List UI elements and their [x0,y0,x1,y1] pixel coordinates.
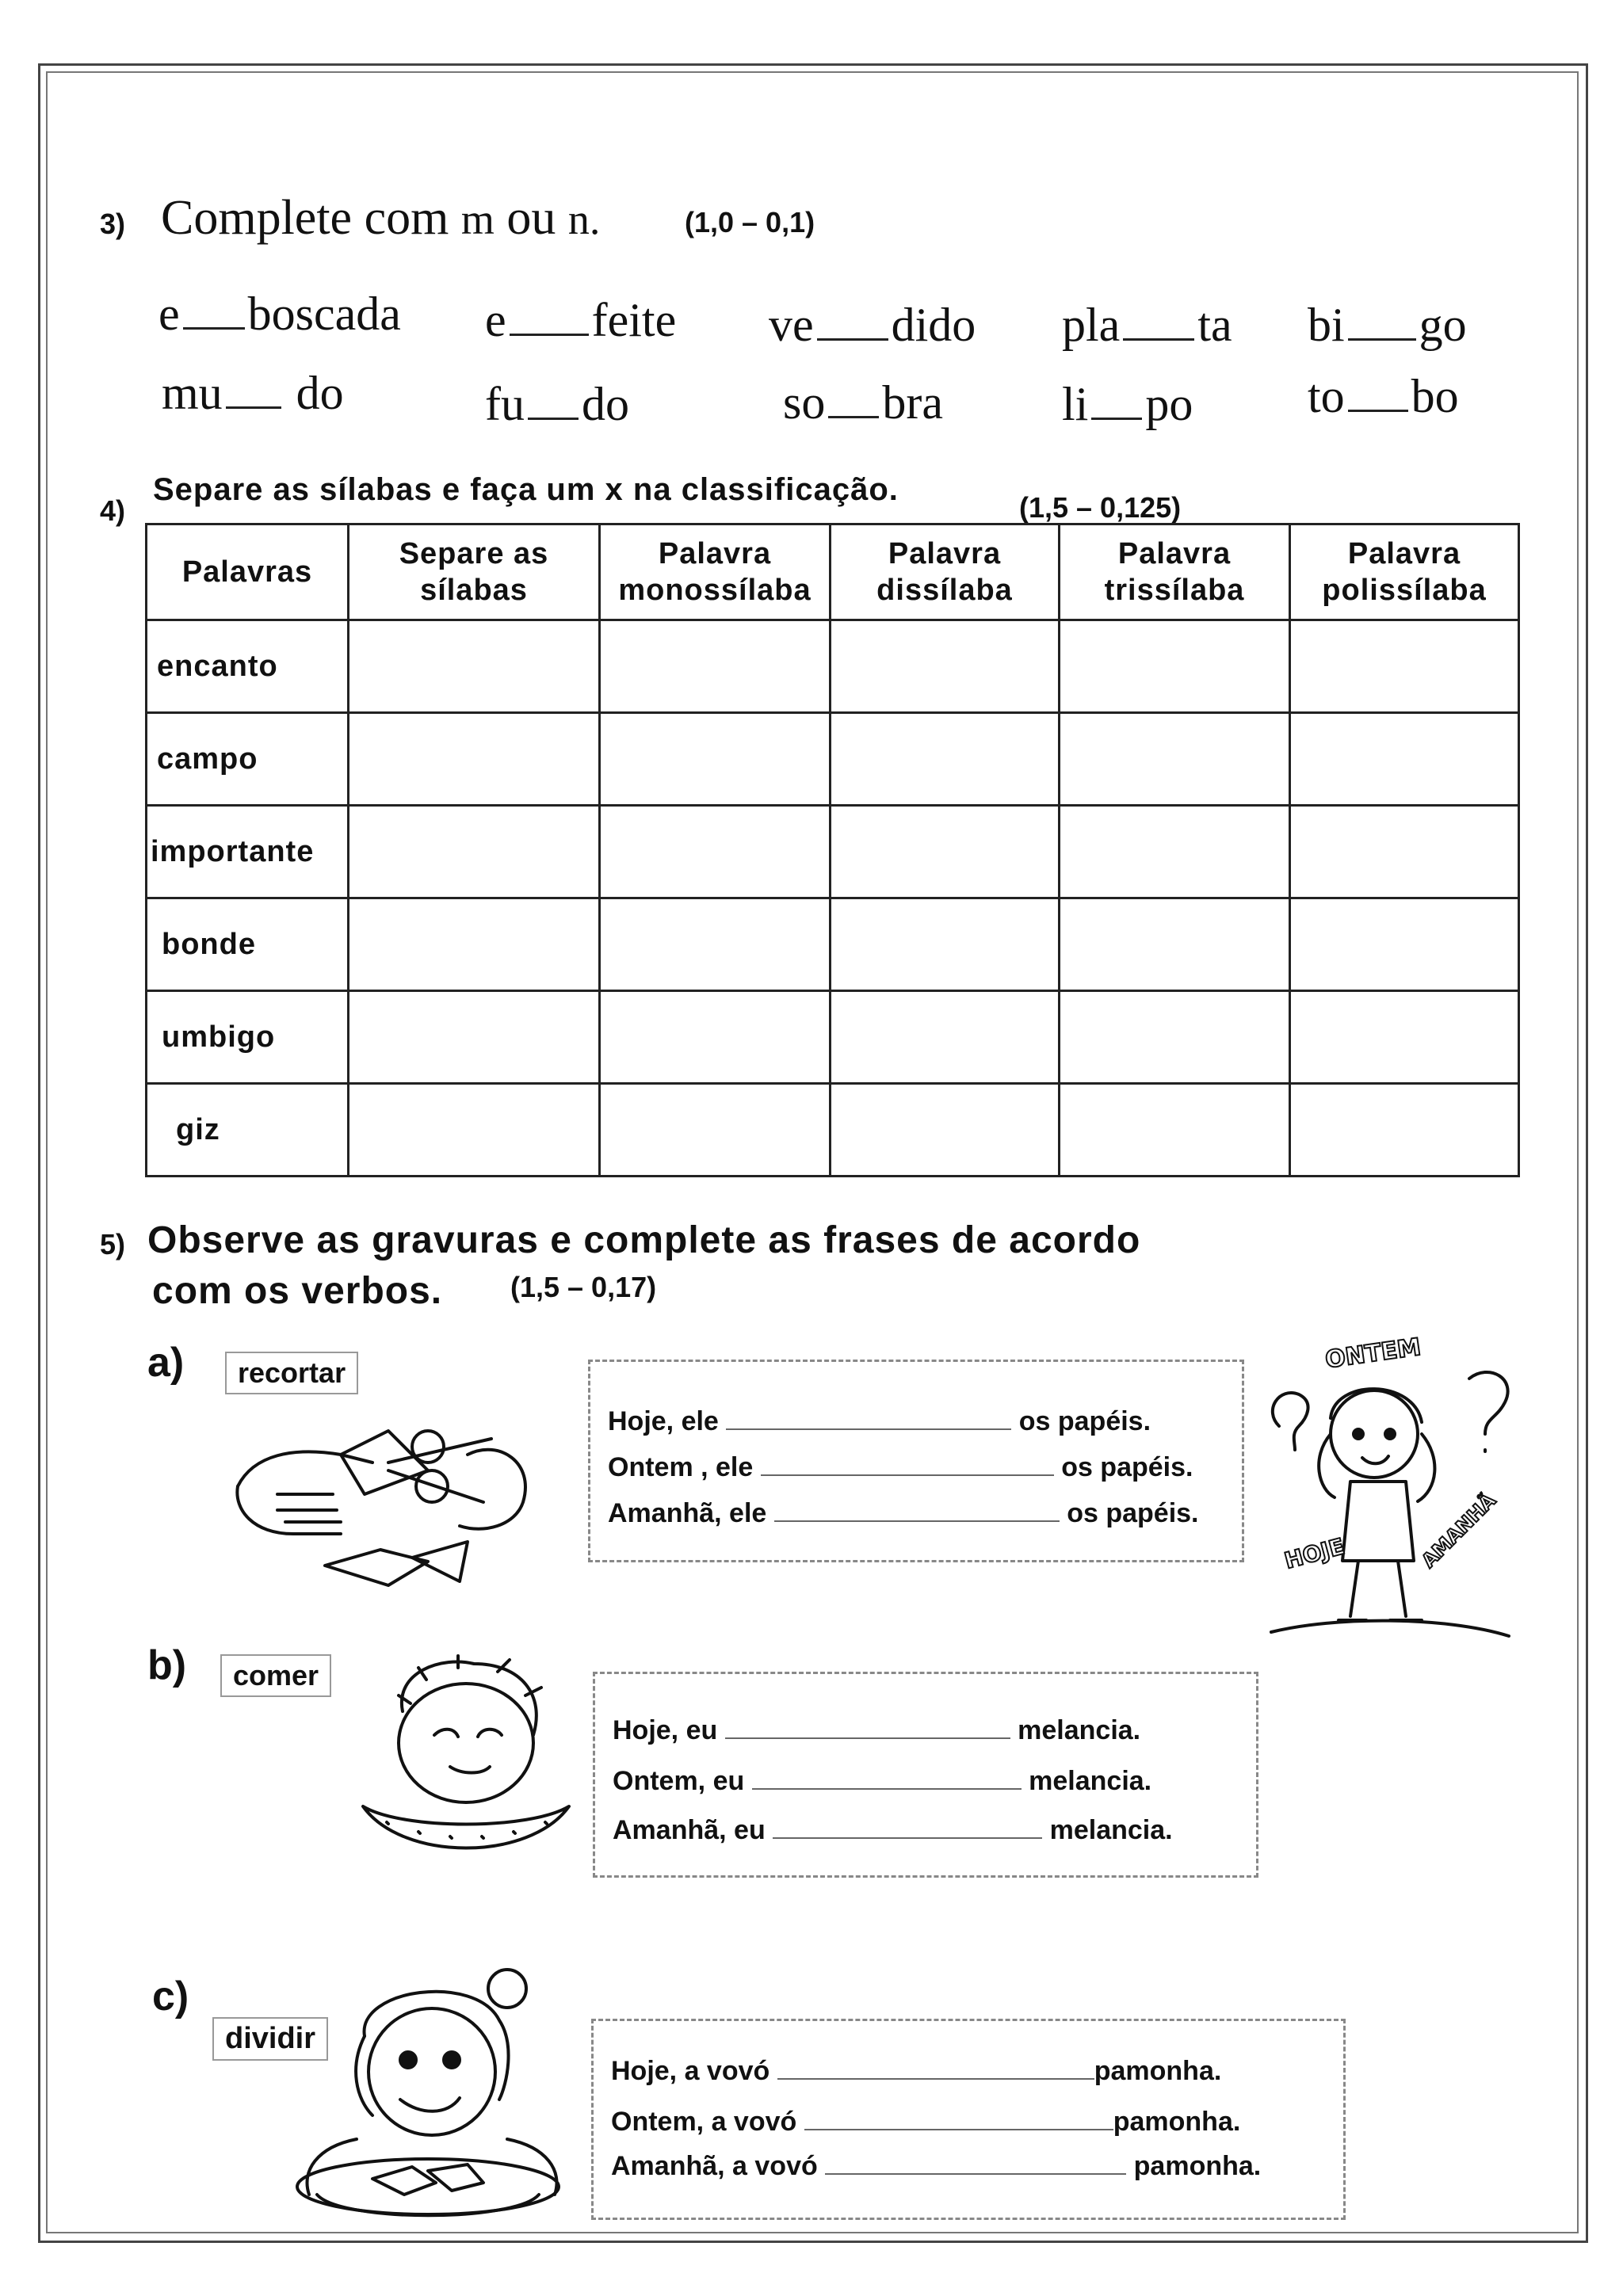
fill-word [1062,298,1232,353]
mono-cell[interactable] [600,620,831,713]
word-suffix: do [296,367,344,419]
sentence-start: Ontem , ele [608,1452,754,1482]
table-row [147,713,1519,806]
q5-number: 5) [100,1228,126,1261]
q5-instruction-line1: Observe as gravuras e complete as frases de acordo [147,1219,1141,1261]
word-prefix: mu [162,367,223,419]
table-row [147,806,1519,898]
table-header-row [147,524,1519,620]
sentence-start: Amanhã, a vovó [611,2151,818,2181]
sentence-line [613,1815,1173,1846]
label-amanha: AMANHÃ [1417,1489,1500,1573]
scissors-cutting-paper-icon [230,1407,539,1589]
fill-word [769,298,976,353]
syllable-table [145,523,1520,1177]
polis-cell[interactable] [1290,1084,1519,1177]
word-cell: importante [147,806,349,898]
q4-instruction: Separe as sílabas e faça um x na classificação. [153,472,899,507]
sentence-line [611,2151,1261,2182]
word-suffix: do [581,378,629,430]
sentence-end: pamonha. [1133,2151,1262,2181]
fill-word [1308,369,1459,424]
word-cell: encanto [147,620,349,713]
answer-blank[interactable] [528,413,579,420]
word-cell: bonde [147,898,349,991]
item-c-sentences-box [591,2019,1346,2220]
q3-number: 3) [100,208,126,240]
answer-blank[interactable] [825,2170,1126,2175]
answer-blank[interactable] [774,1517,1060,1522]
sentence-end: melancia. [1049,1815,1173,1845]
fill-word [485,293,676,348]
q3-title-m: m [460,196,495,243]
answer-blank[interactable] [1091,413,1142,420]
q4-number: 4) [100,494,126,527]
label-ontem: ONTEM [1323,1333,1423,1375]
dis-cell[interactable] [831,898,1060,991]
sentence-line [611,2107,1240,2138]
item-a-sentences-box [588,1360,1244,1562]
word-prefix: so [783,376,826,429]
item-b-verb: comer [220,1654,331,1697]
tris-cell[interactable] [1060,898,1290,991]
fill-word [783,376,943,430]
word-suffix: go [1419,299,1467,351]
q5-score: (1,5 – 0,17) [510,1271,657,1303]
q3-title-ou: ou [506,191,556,245]
polis-cell[interactable] [1290,898,1519,991]
tris-cell[interactable] [1060,620,1290,713]
item-b-sentences-box [593,1672,1258,1878]
sentence-start: Amanhã, eu [613,1815,766,1845]
word-suffix: po [1145,378,1193,430]
polis-cell[interactable] [1290,713,1519,806]
fill-word [1308,298,1467,353]
header-palavras: Palavras [147,524,349,620]
table-row [147,620,1519,713]
syllables-cell[interactable] [349,1084,600,1177]
q5-instruction-line2: com os verbos. [152,1270,443,1312]
sentence-line [608,1498,1199,1529]
sentence-end: melancia. [1018,1715,1141,1745]
sentence-start: Ontem, a vovó [611,2107,797,2137]
sentence-end: os papéis. [1061,1452,1193,1482]
word-prefix: to [1308,370,1345,422]
fill-word [162,366,344,421]
item-a-letter: a) [147,1340,185,1386]
word-cell: umbigo [147,991,349,1084]
syllables-cell[interactable] [349,713,600,806]
q3-title-text: Complete com [161,191,449,245]
fill-word [1062,377,1193,432]
answer-blank[interactable] [726,1425,1011,1430]
table-row [147,991,1519,1084]
word-suffix: dido [891,299,976,351]
fill-word [158,287,401,341]
mono-cell[interactable] [600,806,831,898]
word-prefix: li [1062,378,1089,430]
sentence-end: os papéis. [1067,1498,1199,1528]
label-hoje: HOJE [1281,1533,1347,1574]
syllables-cell[interactable] [349,991,600,1084]
answer-blank[interactable] [804,2126,1113,2130]
answer-blank[interactable] [725,1734,1010,1739]
sentence-line [613,1766,1151,1797]
answer-blank[interactable] [777,2075,1094,2080]
item-a-verb: recortar [225,1352,358,1394]
tris-cell[interactable] [1060,713,1290,806]
word-suffix: bra [882,376,943,429]
table-row [147,898,1519,991]
header-trissilaba: Palavra trissílaba [1060,524,1290,620]
answer-blank[interactable] [226,402,281,409]
tris-cell[interactable] [1060,806,1290,898]
tris-cell[interactable] [1060,1084,1290,1177]
sentence-line [611,2056,1221,2087]
answer-blank[interactable] [1348,405,1408,412]
word-prefix: e [158,288,180,340]
sentence-line [613,1715,1140,1746]
dis-cell[interactable] [831,1084,1060,1177]
header-polissilaba: Palavra polissílaba [1290,524,1519,620]
sentence-end: pamonha. [1113,2107,1241,2137]
item-c-letter: c) [152,1974,189,2019]
answer-blank[interactable] [773,1834,1042,1839]
table-row [147,1084,1519,1177]
grandma-with-tray-icon [269,1957,571,2226]
word-prefix: bi [1308,299,1345,351]
sentence-end: os papéis. [1018,1406,1151,1436]
q4-score: (1,5 – 0,125) [1019,491,1182,524]
syllables-cell[interactable] [349,806,600,898]
answer-blank[interactable] [817,334,888,341]
q3-title-n: n. [567,196,601,243]
boy-eating-watermelon-icon [355,1648,577,1878]
answer-blank[interactable] [761,1471,1054,1476]
sentence-end: pamonha. [1094,2056,1222,2086]
header-dissilaba: Palavra dissílaba [831,524,1060,620]
answer-blank[interactable] [752,1785,1022,1790]
word-prefix: pla [1062,299,1121,351]
word-suffix: feite [591,294,677,346]
answer-blank[interactable] [1348,334,1416,341]
girl-yesterday-today-tomorrow-icon [1255,1331,1525,1648]
sentence-start: Hoje, eu [613,1715,718,1745]
mono-cell[interactable] [600,713,831,806]
polis-cell[interactable] [1290,991,1519,1084]
word-suffix: bo [1411,370,1459,422]
word-prefix: e [485,294,506,346]
syllables-cell[interactable] [349,620,600,713]
mono-cell[interactable] [600,898,831,991]
word-cell: campo [147,713,349,806]
item-c-verb: dividir [212,2017,328,2061]
header-monossilaba: Palavra monossílaba [600,524,831,620]
sentence-start: Amanhã, ele [608,1498,767,1528]
answer-blank[interactable] [510,329,589,336]
item-b-letter: b) [147,1642,187,1688]
q3-title [161,190,600,246]
mono-cell[interactable] [600,991,831,1084]
dis-cell[interactable] [831,620,1060,713]
q3-score: (1,0 – 0,1) [685,206,815,238]
sentence-line [608,1406,1151,1437]
word-cell: giz [147,1084,349,1177]
polis-cell[interactable] [1290,620,1519,713]
tris-cell[interactable] [1060,991,1290,1084]
header-separe: Separe as sílabas [349,524,600,620]
fill-word [485,377,629,432]
dis-cell[interactable] [831,991,1060,1084]
dis-cell[interactable] [831,713,1060,806]
answer-blank[interactable] [1123,334,1194,341]
answer-blank[interactable] [183,322,245,330]
sentence-start: Ontem, eu [613,1766,745,1796]
sentence-line [608,1452,1193,1483]
word-prefix: fu [485,378,525,430]
mono-cell[interactable] [600,1084,831,1177]
word-suffix: boscada [247,288,401,340]
polis-cell[interactable] [1290,806,1519,898]
sentence-start: Hoje, a vovó [611,2056,770,2086]
sentence-start: Hoje, ele [608,1406,719,1436]
answer-blank[interactable] [828,411,879,418]
sentence-end: melancia. [1029,1766,1152,1796]
word-suffix: ta [1197,299,1232,351]
dis-cell[interactable] [831,806,1060,898]
word-prefix: ve [769,299,814,351]
syllables-cell[interactable] [349,898,600,991]
